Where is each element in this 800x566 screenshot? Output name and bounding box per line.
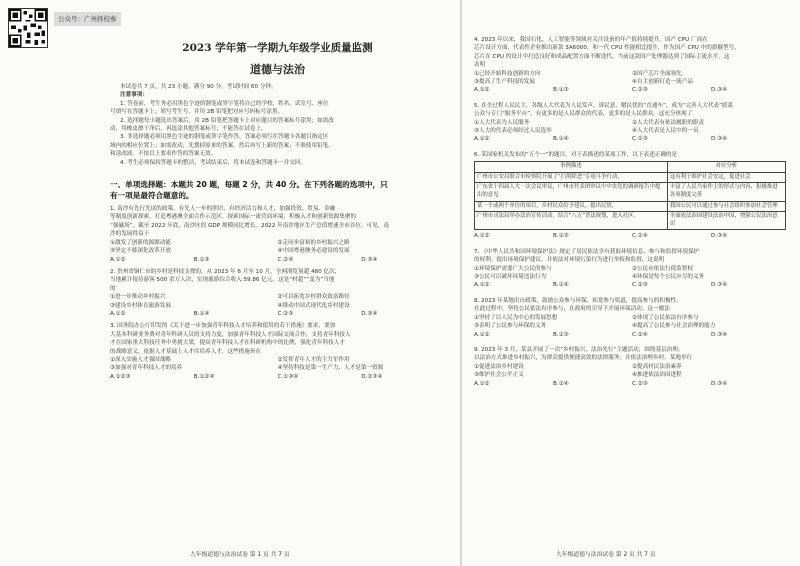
question-2	[110, 268, 445, 318]
answer-choice: B.①③	[193, 256, 210, 263]
statement-option: ①坚持了以人民为中心的发展思想	[474, 314, 558, 321]
table-cell: 广东省十四届人大一次会议审议，广州市代表团审议中中央党的调研报告中提出的意见	[475, 183, 668, 201]
section-heading: 一、单项选择题：本题共 20 题，每题 2 分，共 40 分。在下列各题的选项中，只	[110, 180, 388, 190]
question-line: 在此过程中，坚持公民依法有序参与，在政府的引导下开展环保活动。这一做法	[474, 306, 670, 313]
statement-option: ②走同步富裕的乡村振兴之路	[277, 239, 350, 246]
statement-option: ②体现了公民依法有序参与	[632, 314, 699, 321]
question-line: 7. 《中华人民共和国环境保护法》规定了居民依法享有获取环境信息、参与和监督环境保护	[474, 248, 700, 255]
question-line: 6. 某国家机关发布的“五个一”的题目，对下表描述的某项工作，以下表述正确的是	[474, 151, 678, 158]
answer-choice: A.①②	[110, 256, 126, 263]
question-line: 沙的发展得益于	[110, 231, 150, 238]
case-analysis-table	[474, 161, 786, 230]
question-1	[110, 205, 445, 264]
question-9	[474, 346, 790, 388]
table-header: 对应分析	[667, 162, 785, 173]
right-page	[474, 36, 790, 388]
question-line: 5. 在全过程人民民主，各级人大代表为人民发声，诉民意、解民忧的“直通车”，成为“完善人大代表”联系	[474, 102, 734, 109]
table-row	[475, 183, 786, 201]
wechat-account-tag: 公众号：广州择校参	[54, 12, 121, 26]
question-4	[474, 36, 790, 95]
answer-choice: C.②③	[632, 282, 648, 289]
answer-choice: D.②③④	[361, 373, 383, 380]
statement-option: ④坚持科技是第一生产力、人才是第一资源	[277, 365, 384, 372]
answer-choice: D.③④	[711, 282, 728, 289]
table-cell: 广州市司法局举办法治宣传活动，结合“八五”普法规划，进入社区，	[475, 212, 668, 230]
question-line: 才在国家重大科技任务中勇挑大梁，提高青年科技人才在科研机构中的比例，强化青年科技人才	[110, 340, 345, 347]
note-line: 2. 选择题每小题选出答案后，用 2B 铅笔把答题卡上对应题目的答案标号涂黑；如需改	[120, 117, 334, 124]
question-line: 的权利。提出环境保护建议，并依法对环境污染行为进行举报和监督，这说明	[474, 257, 665, 264]
answer-choice: B.①④	[193, 310, 210, 317]
statement-option: ④推进依法治国进程	[632, 372, 682, 379]
question-line: 芯片在 CPU 的设计中打造良好和成品配置方面不断迭代，当前这款国产处理器达到了国际主流水平。这	[474, 53, 730, 60]
notes-list	[110, 100, 445, 167]
question-line: 的	[110, 285, 116, 292]
answer-choice: B.①②④	[193, 373, 215, 380]
question-5	[474, 102, 790, 144]
note-line: 号填写在答题卡上；填写考生号，并用 2B 铅笔把对应号码标号涂黑。	[110, 109, 284, 116]
question-line: 的战略意义，依据人才基础上人才库培养人才，这些措施旨在	[110, 348, 262, 355]
note-line: 域内的相应位置上；如需改动，先划掉原来的答案，然后再写上新的答案；不准使用铅笔、	[110, 142, 334, 149]
question-line: 2. 贵州省铜仁市的乡村是科技支撑的，从 2023 年 6 月至 10 月，全网浏览量超 480 亿次，	[110, 268, 341, 275]
statement-option: ①深入实施人才强国战略	[110, 356, 171, 363]
table-header: 事例描述	[475, 162, 668, 173]
table-row	[475, 172, 786, 183]
question-line: “强磁场”。截至 2022 年底，南沙区的 GDP 规模同比增长。2022 年南沙地区生产总值增速全市首位。可见，南	[110, 222, 389, 229]
table-cell: 我国公民可以通过参与社会组织参加社会管理	[667, 201, 785, 212]
answer-choice: B.①④	[553, 136, 569, 143]
answer-choice: A.①②	[474, 87, 490, 94]
answer-choice: B.①④	[553, 282, 569, 289]
question-6	[474, 151, 790, 241]
table-cell: 这有利于维护社会安定，促进社会	[667, 172, 785, 183]
statement-option: ①人大代表为人民服务	[474, 119, 530, 126]
question-7	[474, 248, 790, 290]
statement-option: ②提高村民法治素养	[632, 363, 682, 370]
table-cell: 全面依法治国建设法治中国，增强公民法治意识	[667, 212, 785, 230]
table-cell: 广州市公安局联合市检察院开展了“扫黑除恶”专项斗争行动，	[475, 172, 668, 183]
statement-option: ①进一步推动乡村振兴	[110, 294, 166, 301]
answer-choice: D.③④	[361, 310, 378, 317]
answer-choice: A.①②	[474, 380, 490, 387]
question-line: 4. 2023 年以来，我国石化、人工智能等领域对关注设备的年产值持续提升。国产 CPU 厂商在	[474, 37, 708, 43]
page-footer-right: 九年级道德与法治试卷 第 2 页 共 7 页	[556, 552, 656, 558]
statement-option: ④中国粤港澳务必建设的发展	[277, 248, 350, 255]
answer-choice: A.①②	[110, 310, 126, 317]
exam-title: 2023 学年第一学期九年级学业质量监测	[182, 42, 373, 54]
table-cell: 丰富了人民当家作主的形式与内容，积极推进各项制度完善	[667, 183, 785, 201]
notes-title: 注意事项：	[120, 92, 148, 99]
question-line: 当地累计接待游客 500 余万人次，实现旅游综合收入 59.86 亿元。这是“村超”“变为”当地	[110, 277, 335, 284]
question-3	[110, 322, 445, 381]
answer-choice: B.①③	[553, 331, 569, 338]
question-line: 等制度创新探索，打造粤港澳全面合作示范区，探索国际一流营商环境，积极入才和创新资源集聚的	[110, 214, 357, 221]
statement-option: ②国产芯片全面领先	[632, 70, 682, 77]
question-line: 1. 南沙有先行先试的政策、有先人一步的胆识、有经济活力和人才，加强投资、贸易、金融	[110, 206, 336, 213]
statement-option: ③加强对青年科技人才的培养	[110, 365, 183, 372]
exam-intro: 本试卷共 7 页，共 23 小题，满分 90 分。考试时间 60 分钟。	[120, 84, 277, 90]
answer-choice: D.③④	[711, 233, 728, 240]
table-cell: 某一个或两个单位的项目，乡村民众给予建议，提出民情，	[475, 201, 668, 212]
answer-choice: B.①③	[553, 87, 569, 94]
answer-choice: C.②③	[632, 87, 648, 94]
answer-choice: D.③④	[361, 256, 378, 263]
note-line: 1. 答卷前，考生务必用黑色字迹的钢笔或签字笔将自己的学校、姓名、试室号、座位	[120, 100, 329, 107]
statement-option: ①激发了创新的源源动能	[110, 239, 171, 246]
note-line: 3. 非选择题必须用黑色字迹的钢笔或签字笔作答，答案必须写在答题卡各题目指定区	[120, 134, 329, 141]
section-heading-cont: 有一项是最符合题意的。	[110, 191, 194, 201]
statement-option: ④自主创新打造一流产品	[632, 79, 693, 86]
question-8	[474, 297, 790, 339]
question-line: 芯片设计方面，代表性企业推出新款 3A6000，和一代 CPU 性能相比提升，作为国产 CPU 中的旗舰型号，	[474, 45, 740, 52]
answer-choice: D.③④	[711, 87, 728, 94]
question-line: 以法治方式推进乡村振兴，为群众提供便捷高效的法律服务，并依法治理乡村，某地举行	[474, 355, 693, 362]
statement-option: ④人大代表是人民中的一员	[632, 128, 699, 135]
answer-choice: A.①②	[474, 331, 490, 338]
answer-choice: D.③④	[711, 331, 728, 338]
statement-option: ③人大的代表必须经过人民选举	[474, 128, 552, 135]
statement-option: ②公民应依法行使监督权	[632, 265, 693, 272]
answer-choice: C.②④	[277, 256, 294, 263]
answer-choice: B.①③	[553, 233, 569, 240]
statement-option: ③提高了生产科技的发展	[474, 79, 535, 86]
answer-choice: C.②④	[632, 331, 648, 338]
note-line: 和涂改液。不按以上要求作答的答案无效。	[110, 151, 217, 158]
qr-code-icon	[8, 8, 48, 48]
question-line: 3. 国务院办公厅印发的《关于进一步加强青年科技人才培养和使用的若干措施》要求，要加	[110, 323, 336, 330]
statement-option: ③建设乡村体育旅游发展	[110, 302, 171, 309]
answer-choice: C.②③	[632, 380, 648, 387]
statement-option: ③坚定不移深化改革开放	[110, 248, 171, 255]
left-page	[110, 32, 445, 381]
statement-option: ①已经开始科技创新的方向	[474, 70, 541, 77]
statement-option: ②可以拓宽乡村群众致富路径	[277, 294, 350, 301]
question-line: 8. 2023 年某地出台政策，鼓励公众参与环保，拓宽参与渠道，提高参与的积极性。	[474, 297, 682, 304]
statement-option: ②人大代表有依法履职的职责	[632, 119, 705, 126]
statement-option: ①环境保护需要广大公民的参与	[474, 265, 552, 272]
question-line: 大基本科研业务费对青年科研人员的支持力度，加强青年科技人才国际交流合作，支持青年科技人	[110, 331, 351, 338]
answer-choice: A.①②	[474, 282, 490, 289]
statement-option: ③公民可以破坏环境违法行为	[474, 274, 547, 281]
note-line: 4. 考生必须保持答题卡的整洁，考试结束后，将本试卷和答题卡一并交回。	[120, 159, 307, 166]
answer-choice: A.①②	[474, 136, 490, 143]
answer-choice: C.①③④	[277, 373, 299, 380]
table-row	[475, 212, 786, 230]
answer-choice: C.②④	[632, 233, 648, 240]
statement-option: ④环保是每个公民应尽的义务	[632, 274, 705, 281]
statement-option: ①促进法治乡村建设	[474, 363, 524, 370]
statement-option: ③维护社会公平正义	[474, 372, 524, 379]
answer-choice: C.②③	[277, 310, 294, 317]
page-footer-left: 九年级道德与法治试卷 第 1 页 共 7 页	[190, 552, 290, 558]
note-line: 动，用橡皮擦干净后，再选涂其他答案标号；不能答在试卷上。	[110, 126, 267, 133]
question-line: 表明	[474, 62, 486, 69]
exam-subject: 道德与法治	[250, 63, 305, 76]
answer-choice: A.①②	[474, 233, 490, 240]
page-fold-divider	[460, 0, 462, 566]
answer-choice: D.③④	[711, 380, 728, 387]
question-line: 公众与专门“服务平台”，有更多的是人民群众的代表，更多的是人民群众。这充分体现了	[474, 111, 693, 118]
table-row	[475, 201, 786, 212]
statement-option: ④推动中国式现代化乡村建设	[277, 302, 350, 309]
statement-option: ③表明了公民参与环保的义务	[474, 323, 547, 330]
question-line: 9. 2023 年 3 月，某县开展了一次“乡村振兴，法治先行”主题活动，围绕基层治理、	[474, 346, 684, 353]
statement-option: ④提高了公民参与社会治理的能力	[632, 323, 716, 330]
answer-choice: D.③④	[711, 136, 728, 143]
answer-choice: C.②③	[632, 136, 648, 143]
answer-choice: A.①②③	[110, 373, 131, 380]
answer-choice: B.①④	[553, 380, 569, 387]
statement-option: ②发挥青年人才的主力军作用	[277, 356, 350, 363]
